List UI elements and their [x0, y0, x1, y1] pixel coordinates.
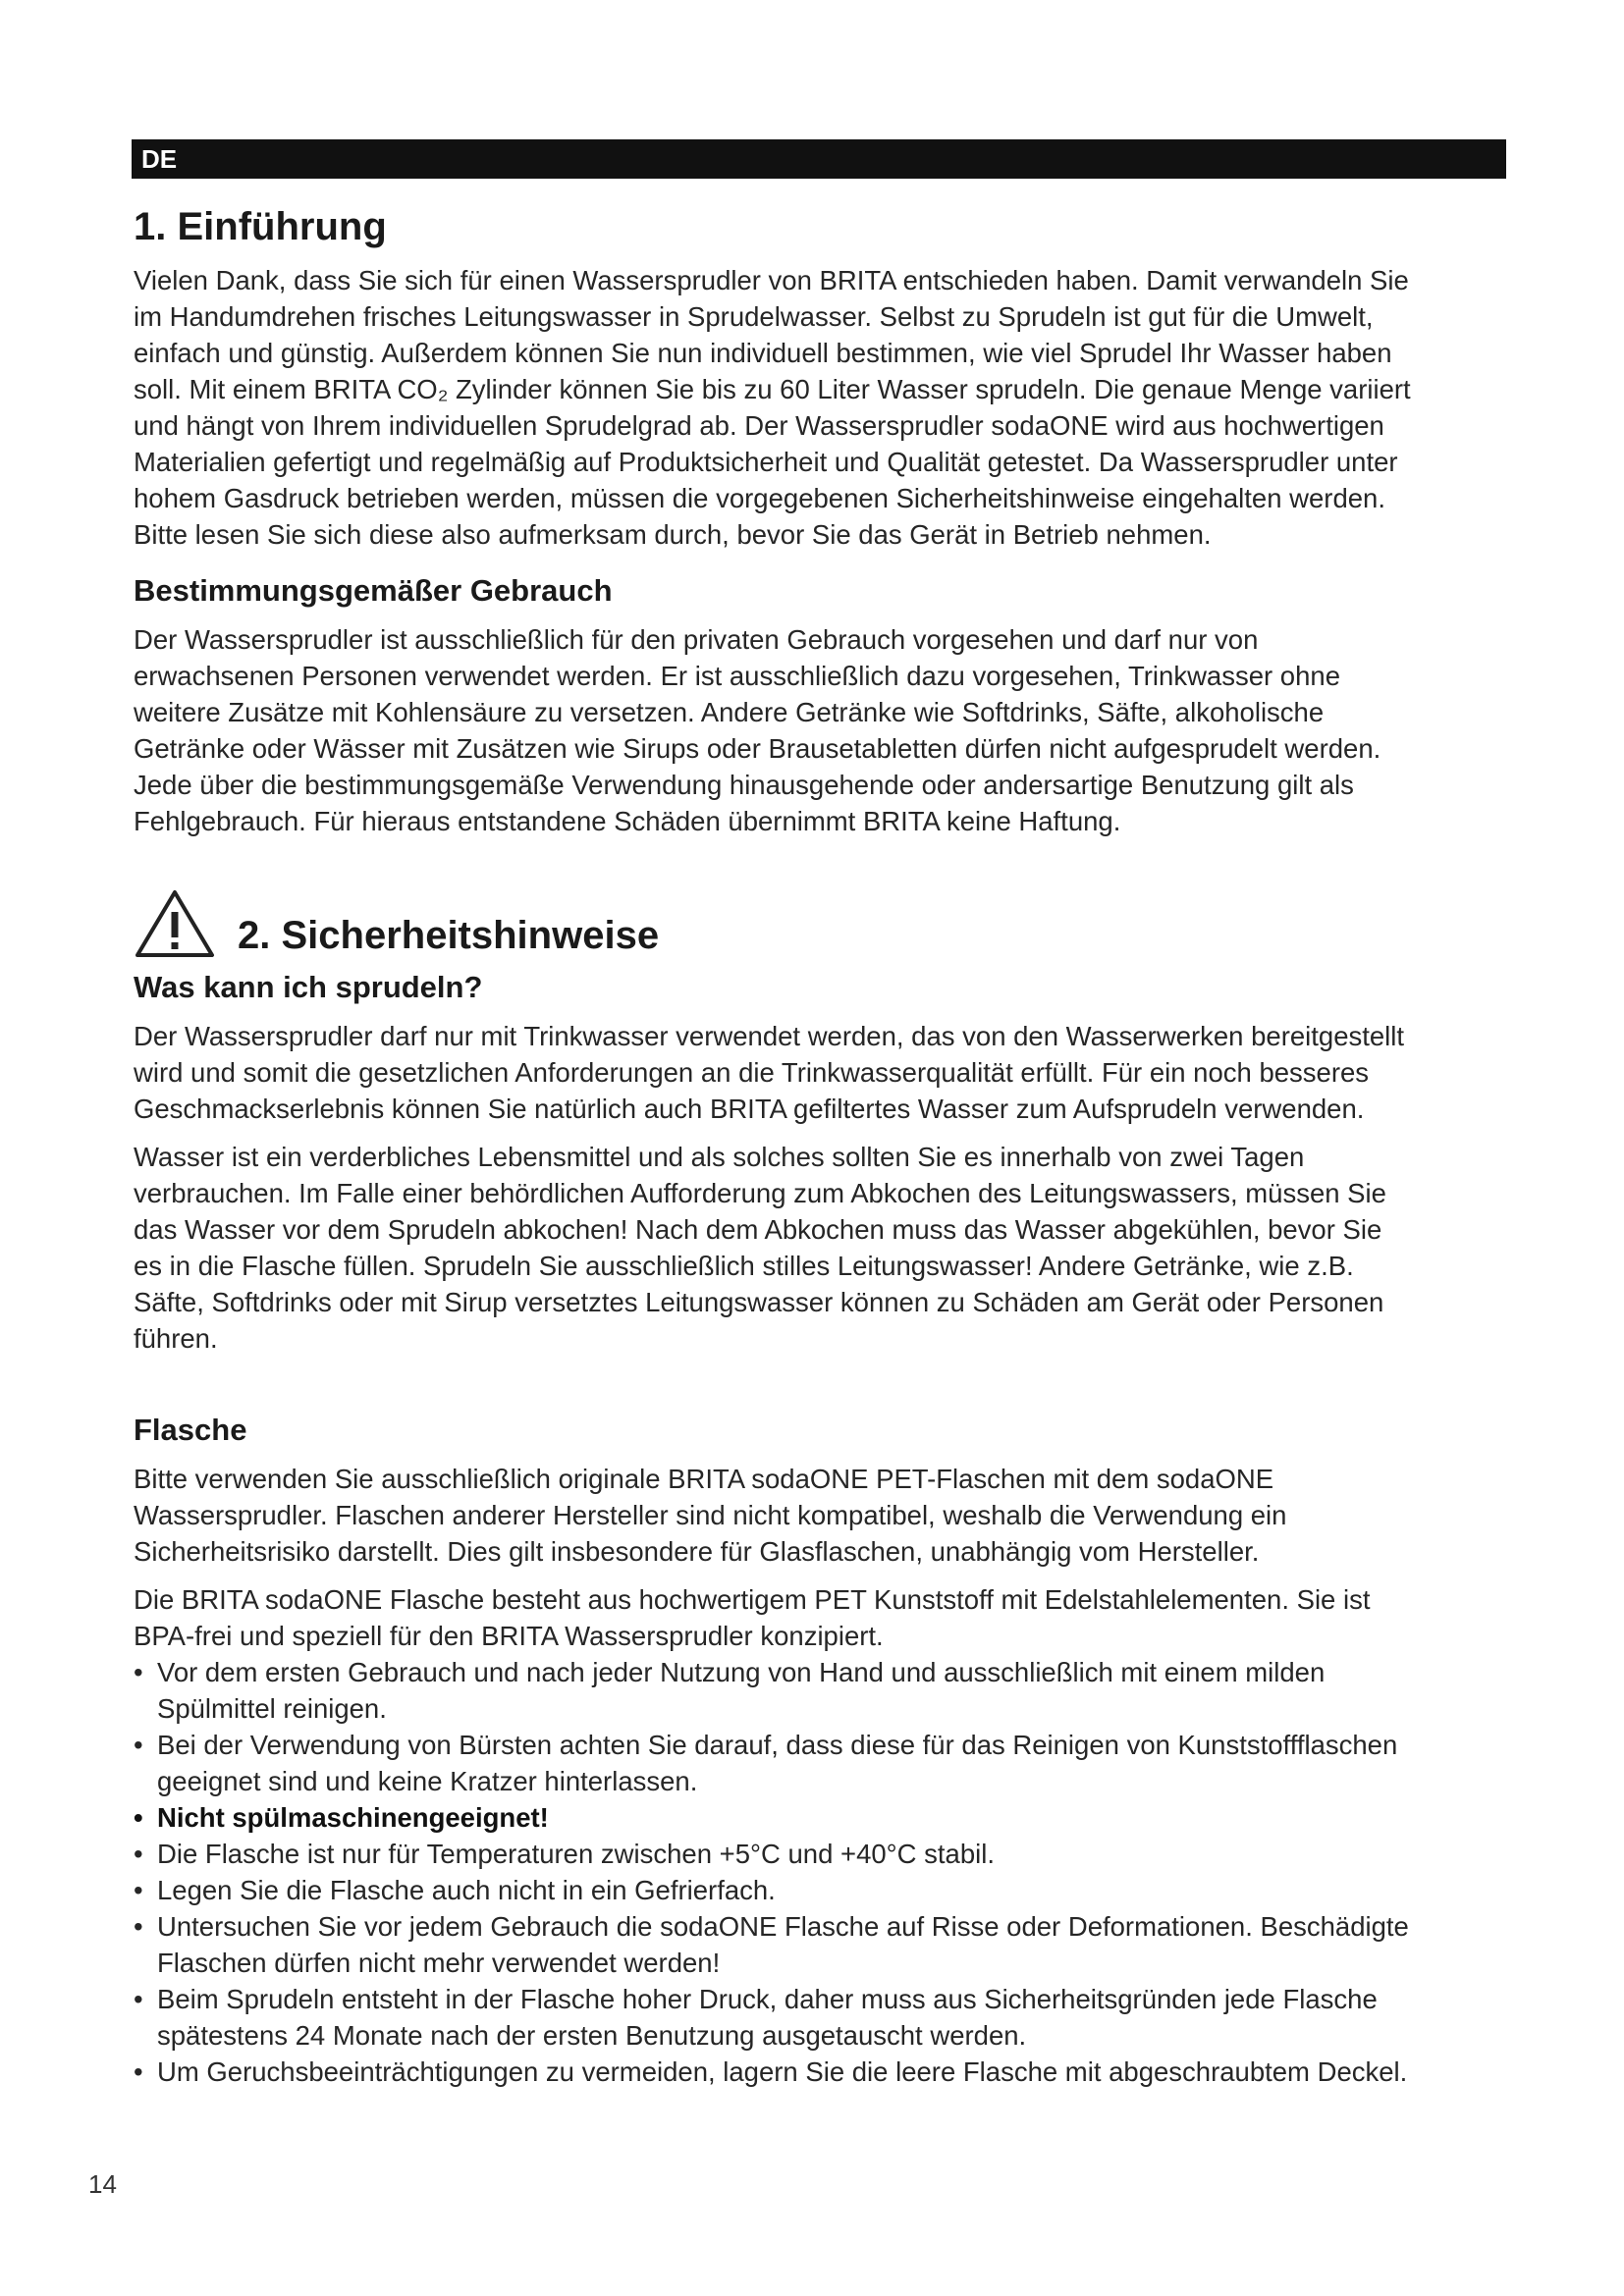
- text-line: Spülmittel reinigen.: [157, 1693, 387, 1724]
- text-line: führen.: [134, 1323, 218, 1354]
- text-line: Die Flasche ist nur für Temperaturen zwischen +5°C und +40°C stabil.: [157, 1839, 996, 1869]
- language-bar: [132, 139, 1506, 179]
- page-number: 14: [88, 2169, 117, 2199]
- text-line: Beim Sprudeln entsteht in der Flasche hoher Druck, daher muss aus Sicherheitsgründen jede Flasche: [157, 1984, 1378, 2014]
- text-line: Nicht spülmaschinengeeignet!: [157, 1802, 549, 1833]
- bottle-care-item: [134, 1799, 1508, 1836]
- text-line: spätestens 24 Monate nach der ersten Benutzung ausgetauscht werden.: [157, 2020, 1027, 2051]
- warning-triangle-icon: [134, 888, 216, 959]
- text-line: Wassersprudler. Flaschen anderer Hersteller sind nicht kompatibel, weshalb die Verwendung ein: [134, 1500, 1287, 1530]
- text-line: Bitte lesen Sie sich diese also aufmerksam durch, bevor Sie das Gerät in Betrieb nehmen.: [134, 519, 1212, 550]
- section-title-introduction: 1. Einführung: [134, 205, 387, 248]
- perishable-water-paragraph: [134, 1139, 1508, 1357]
- text-line: Um Geruchsbeeinträchtigungen zu vermeiden, lagern Sie die leere Flasche mit abgeschraubtem Deckel.: [157, 2056, 1408, 2087]
- bottle-care-item: [134, 1654, 1508, 1727]
- bottle-care-item: [134, 1908, 1508, 1981]
- text-line: Jede über die bestimmungsgemäße Verwendung hinausgehende oder andersartige Benutzung gilt als: [134, 770, 1354, 800]
- intro-paragraph: [134, 262, 1508, 553]
- subheading-intended-use: Bestimmungsgemäßer Gebrauch: [134, 573, 613, 608]
- text-line: Vor dem ersten Gebrauch und nach jeder Nutzung von Hand und ausschließlich mit einem milden: [157, 1657, 1326, 1687]
- text-line: und hängt von Ihrem individuellen Sprudelgrad ab. Der Wassersprudler sodaONE wird aus hochwertigen: [134, 410, 1384, 441]
- subheading-bottle: Flasche: [134, 1413, 247, 1447]
- bottle-care-item: [134, 1981, 1508, 2054]
- text-line: Bei der Verwendung von Bürsten achten Sie darauf, dass diese für das Reinigen von Kunststoffflaschen: [157, 1730, 1398, 1760]
- intended-use-paragraph: [134, 621, 1508, 839]
- section-title-safety: 2. Sicherheitshinweise: [238, 914, 660, 957]
- language-label: DE: [141, 144, 178, 174]
- text-line: Bitte verwenden Sie ausschließlich originale BRITA sodaONE PET-Flaschen mit dem sodaONE: [134, 1464, 1274, 1494]
- text-line: Vielen Dank, dass Sie sich für einen Wassersprudler von BRITA entschieden haben. Damit verwandeln Sie: [134, 265, 1409, 295]
- bottle-care-item: [134, 1836, 1508, 1872]
- text-line: Fehlgebrauch. Für hieraus entstandene Schäden übernimmt BRITA keine Haftung.: [134, 806, 1121, 836]
- text-line: verbrauchen. Im Falle einer behördlichen Aufforderung zum Abkochen des Leitungswassers, müssen Sie: [134, 1178, 1386, 1208]
- text-line: Säfte, Softdrinks oder mit Sirup versetztes Leitungswasser können zu Schäden am Gerät oder Personen: [134, 1287, 1384, 1317]
- bottle-care-item: [134, 1872, 1508, 1908]
- bottle-care-item: [134, 2054, 1508, 2090]
- text-line: Wasser ist ein verderbliches Lebensmittel und als solches sollten Sie es innerhalb von zwei Tagen: [134, 1142, 1305, 1172]
- bottle-compatibility-paragraph: [134, 1461, 1508, 1570]
- text-line: im Handumdrehen frisches Leitungswasser in Sprudelwasser. Selbst zu Sprudeln ist gut für die Umwelt,: [134, 301, 1374, 332]
- text-line: Getränke oder Wässer mit Zusätzen wie Sirups oder Brausetabletten dürfen nicht aufgesprudelt werden.: [134, 733, 1381, 764]
- text-line: es in die Flasche füllen. Sprudeln Sie ausschließlich stilles Leitungswasser! Andere Getränke, wie z.B.: [134, 1251, 1354, 1281]
- text-line: Sicherheitsrisiko darstellt. Dies gilt insbesondere für Glasflaschen, unabhängig vom Hersteller.: [134, 1536, 1260, 1567]
- text-line: Geschmackserlebnis können Sie natürlich auch BRITA gefiltertes Wasser zum Aufsprudeln verwenden.: [134, 1094, 1365, 1124]
- bottle-care-item: [134, 1727, 1508, 1799]
- text-line: Der Wassersprudler darf nur mit Trinkwasser verwendet werden, das von den Wasserwerken bereitgestellt: [134, 1021, 1405, 1051]
- drinking-water-paragraph: [134, 1018, 1508, 1127]
- subheading-what-to-carbonate: Was kann ich sprudeln?: [134, 970, 483, 1004]
- text-line: soll. Mit einem BRITA CO₂ Zylinder können Sie bis zu 60 Liter Wasser sprudeln. Die genaue Menge variiert: [134, 374, 1411, 404]
- section-introduction: [134, 203, 1508, 839]
- text-line: einfach und günstig. Außerdem können Sie nun individuell bestimmen, wie viel Sprudel Ihr Wasser haben: [134, 338, 1392, 368]
- text-line: Die BRITA sodaONE Flasche besteht aus hochwertigem PET Kunststoff mit Edelstahlelementen. Sie ist: [134, 1584, 1371, 1615]
- bottle-care-list: [134, 1654, 1508, 2090]
- safety-heading: [134, 888, 1508, 959]
- text-line: geeignet sind und keine Kratzer hinterlassen.: [157, 1766, 698, 1796]
- bottle-material-paragraph: [134, 1581, 1508, 1654]
- text-line: Flaschen dürfen nicht mehr verwendet werden!: [157, 1948, 721, 1978]
- text-line: erwachsenen Personen verwendet werden. Er ist ausschließlich dazu vorgesehen, Trinkwasser ohne: [134, 661, 1340, 691]
- text-line: Materialien gefertigt und regelmäßig auf Produktsicherheit und Qualität getestet. Da Wassersprudler unter: [134, 447, 1398, 477]
- text-line: hohem Gasdruck betrieben werden, müssen die vorgegebenen Sicherheitshinweise eingehalten werden.: [134, 483, 1385, 513]
- text-line: Untersuchen Sie vor jedem Gebrauch die sodaONE Flasche auf Risse oder Deformationen. Beschädigte: [157, 1911, 1409, 1942]
- text-line: wird und somit die gesetzlichen Anforderungen an die Trinkwasserqualität erfüllt. Für ein noch besseres: [134, 1057, 1370, 1088]
- text-line: Der Wassersprudler ist ausschließlich für den privaten Gebrauch vorgesehen und darf nur von: [134, 624, 1259, 655]
- section-safety: [134, 888, 1508, 2090]
- text-line: Legen Sie die Flasche auch nicht in ein Gefrierfach.: [157, 1875, 776, 1905]
- text-line: das Wasser vor dem Sprudeln abkochen! Nach dem Abkochen muss das Wasser abgekühlen, bevor Sie: [134, 1214, 1382, 1245]
- text-line: weitere Zusätze mit Kohlensäure zu versetzen. Andere Getränke wie Softdrinks, Säfte, alkoholische: [134, 697, 1325, 727]
- text-line: BPA-frei und speziell für den BRITA Wassersprudler konzipiert.: [134, 1621, 884, 1651]
